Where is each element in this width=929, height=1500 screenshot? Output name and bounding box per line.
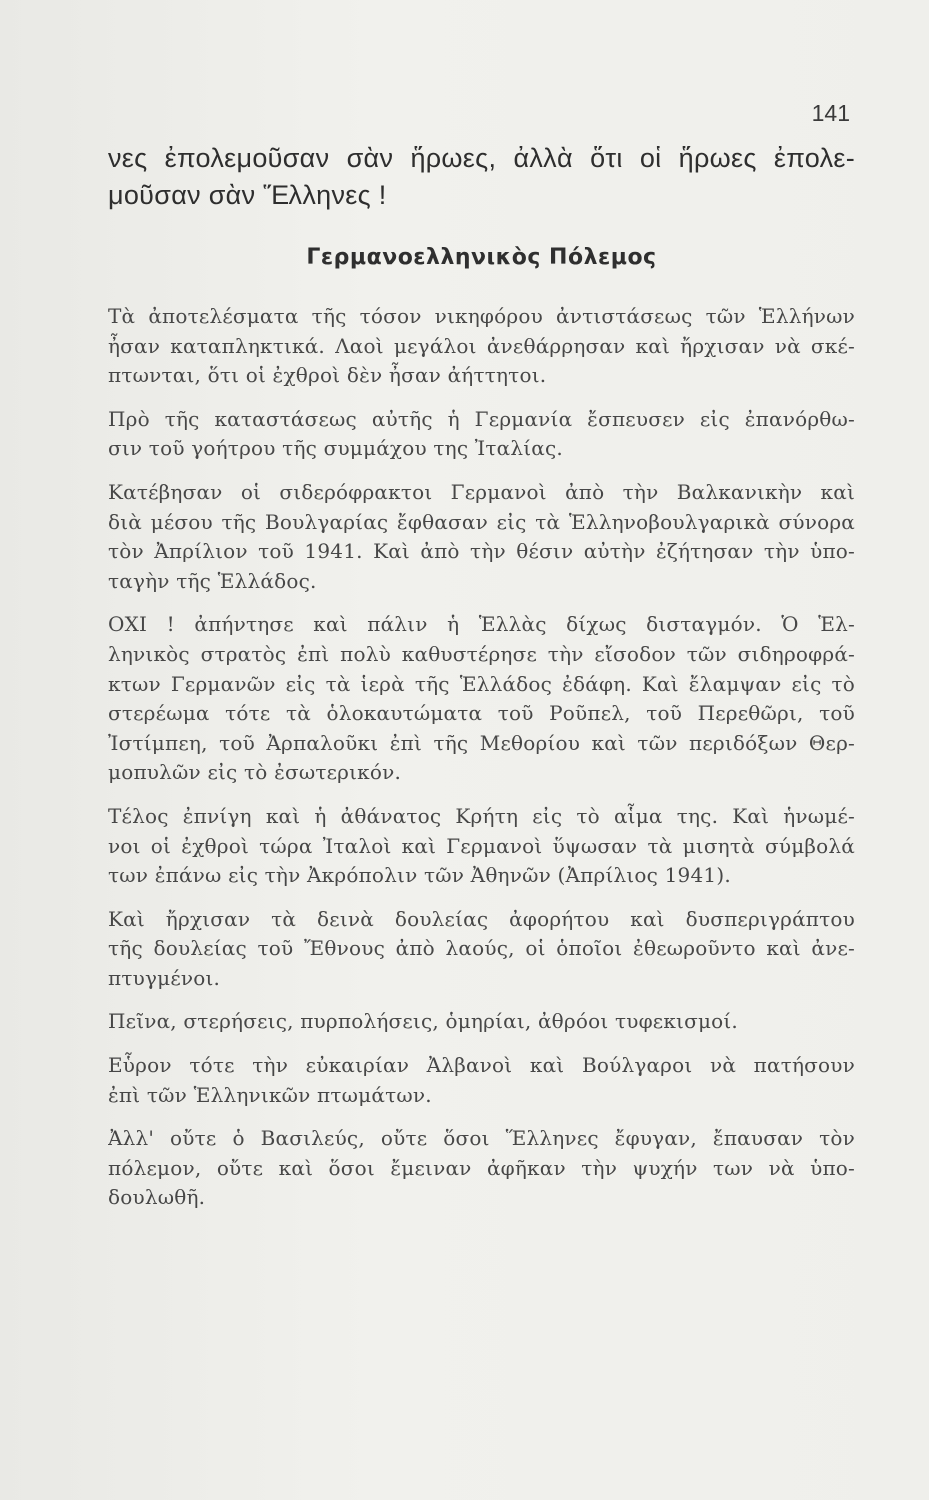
text-line: Πεῖνα, στερήσεις, πυρπολήσεις, ὁμηρίαι, ἀθρόοι τυφεκισμοί.	[108, 1009, 738, 1034]
text-line: Κατέβησαν οἱ σιδερόφρακτοι Γερμανοὶ ἀπὸ τὴν Βαλκανικὴν καὶ	[108, 479, 855, 504]
text-line: στερέωμα τότε τὰ ὁλοκαυτώματα τοῦ Ροῦπελ, τοῦ Περεθῶρι, τοῦ	[108, 701, 855, 726]
paragraph	[108, 1007, 855, 1037]
text-line: νοι οἱ ἐχθροὶ τώρα Ἰταλοὶ καὶ Γερμανοὶ ὕψωσαν τὰ μισητὰ σύμβολά	[108, 833, 855, 858]
paragraph	[108, 610, 855, 788]
page-number: 141	[811, 100, 850, 126]
text-line: δουλωθῆ.	[108, 1185, 206, 1210]
paragraph	[108, 302, 855, 391]
paragraph	[108, 905, 855, 994]
text-line: τῆς δουλείας τοῦ Ἔθνους ἀπὸ λαούς, οἱ ὁποῖοι ἐθεωροῦντο καὶ ἀνε-	[108, 936, 855, 961]
text-line: πτωνται, ὅτι οἱ ἐχθροὶ δὲν ἦσαν ἀήττητοι.	[108, 363, 547, 388]
text-line: πτυγμένοι.	[108, 965, 221, 990]
paragraph	[108, 478, 855, 596]
text-line: Ἀλλ' οὔτε ὁ Βασιλεύς, οὔτε ὅσοι Ἕλληνες ἔφυγαν, ἔπαυσαν τὸν	[108, 1126, 855, 1151]
text-line: τὸν Ἀπρίλιον τοῦ 1941. Καὶ ἀπὸ τὴν θέσιν αὐτὴν ἐζήτησαν τὴν ὑπο-	[108, 539, 855, 564]
section-heading: Γερμανοελληνικὸς Πόλεμος	[306, 245, 657, 270]
paragraph	[108, 405, 855, 464]
text-line: ληνικὸς στρατὸς ἐπὶ πολὺ καθυστέρησε τὴν εἴσοδον τῶν σιδηροφρά-	[108, 641, 855, 666]
text-line: διὰ μέσου τῆς Βουλγαρίας ἔφθασαν εἰς τὰ Ἑλληνοβουλγαρικὰ σύνορα	[108, 509, 855, 534]
text-line: κτων Γερμανῶν εἰς τὰ ἱερὰ τῆς Ἑλλάδος ἐδάφη. Καὶ ἔλαμψαν εἰς τὸ	[108, 671, 855, 696]
text-line: Ἰστίμπεη, τοῦ Ἀρπαλοῦκι ἐπὶ τῆς Μεθορίου καὶ τῶν περιδόξων Θερ-	[108, 730, 855, 755]
text-line: Καὶ ἤρχισαν τὰ δεινὰ δουλείας ἀφορήτου καὶ δυσπεριγράπτου	[108, 906, 855, 931]
paragraph	[108, 1124, 855, 1213]
text-line: πόλεμον, οὔτε καὶ ὅσοι ἔμειναν ἀφῆκαν τὴν ψυχήν των νὰ ὑπο-	[108, 1155, 855, 1180]
paragraph	[108, 1051, 855, 1110]
text-line: σιν τοῦ γοήτρου τῆς συμμάχου της Ἰταλίας.	[108, 436, 563, 461]
text-line: νες ἐπολεμοῦσαν σὰν ἥρωες, ἀλλὰ ὅτι οἱ ἥρωες ἐπολε-	[108, 143, 855, 173]
text-line: των ἐπάνω εἰς τὴν Ἀκρόπολιν τῶν Ἀθηνῶν (Ἀπρίλιος 1941).	[108, 863, 731, 888]
text-line: ταγὴν τῆς Ἑλλάδος.	[108, 568, 317, 593]
text-line: Εὗρον τότε τὴν εὐκαιρίαν Ἀλβανοὶ καὶ Βούλγαροι νὰ πατήσουν	[108, 1053, 855, 1078]
text-line: μοῦσαν σὰν Ἕλληνες !	[108, 180, 387, 210]
text-line: ἐπὶ τῶν Ἑλληνικῶν πτωμάτων.	[108, 1082, 432, 1107]
text-line: Πρὸ τῆς καταστάσεως αὐτῆς ἡ Γερμανία ἔσπευσεν εἰς ἐπανόρθω-	[108, 406, 855, 431]
text-line: ἦσαν καταπληκτικά. Λαοὶ μεγάλοι ἀνεθάρρησαν καὶ ἤρχισαν νὰ σκέ-	[108, 333, 855, 358]
text-line: ΟΧΙ ! ἀπήντησε καὶ πάλιν ἡ Ἑλλὰς δίχως δισταγμόν. Ὁ Ἑλ-	[108, 612, 855, 637]
text-line: Τέλος ἐπνίγη καὶ ἡ ἀθάνατος Κρήτη εἰς τὸ αἷμα της. Καὶ ἡνωμέ-	[108, 803, 855, 828]
text-line: μοπυλῶν εἰς τὸ ἐσωτερικόν.	[108, 760, 402, 785]
page-text	[108, 140, 855, 1213]
text-line: Τὰ ἀποτελέσματα τῆς τόσον νικηφόρου ἀντιστάσεως τῶν Ἑλλήνων	[108, 304, 855, 328]
paragraph	[108, 802, 855, 891]
